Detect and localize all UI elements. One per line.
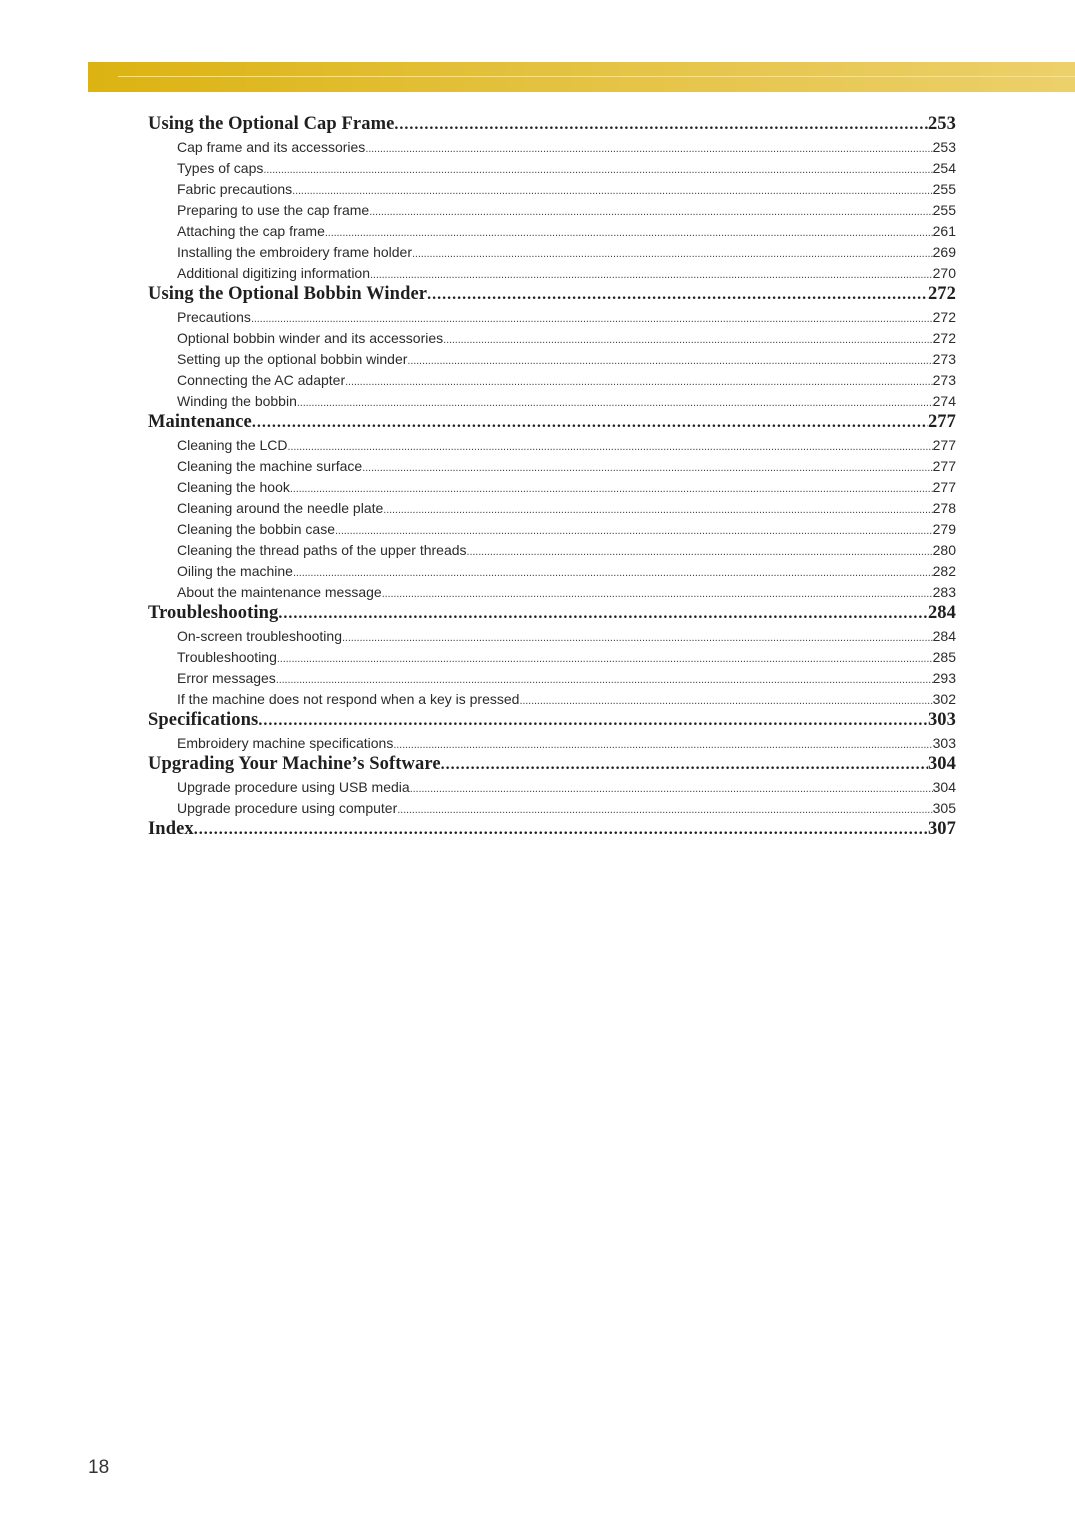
toc-item-title: Oiling the machine	[177, 563, 293, 579]
toc-item[interactable]	[148, 391, 956, 412]
toc-item-title: Optional bobbin winder and its accessories	[177, 330, 444, 346]
dot-leader	[297, 393, 933, 412]
dot-leader	[369, 202, 932, 221]
toc-item[interactable]	[148, 370, 956, 391]
dot-leader	[194, 821, 928, 839]
toc-item[interactable]	[148, 798, 956, 819]
toc-section-title: Specifications	[148, 710, 259, 730]
toc-section	[148, 754, 956, 819]
dot-leader	[443, 330, 932, 349]
toc-item-page: 302	[932, 691, 956, 707]
toc-item[interactable]	[148, 200, 956, 221]
dot-leader	[407, 351, 932, 370]
toc-item[interactable]	[148, 582, 956, 603]
toc-item-title: Cap frame and its accessories	[177, 139, 366, 155]
toc-item-title: Winding the bobbin	[177, 393, 297, 409]
dot-leader	[519, 691, 932, 710]
toc-section	[148, 710, 956, 754]
toc-item-title: On-screen troubleshooting	[177, 628, 342, 644]
toc-item-page: 272	[932, 309, 956, 325]
toc-section	[148, 603, 956, 710]
toc-item-title: Setting up the optional bobbin winder	[177, 351, 408, 367]
header-rule	[118, 76, 1075, 77]
toc-item-page: 280	[932, 542, 956, 558]
toc-item-title: Cleaning the thread paths of the upper threads	[177, 542, 467, 558]
dot-leader	[277, 649, 933, 668]
toc-section-title: Using the Optional Cap Frame	[148, 114, 395, 134]
dot-leader	[342, 628, 933, 647]
toc-section-entry[interactable]	[148, 114, 956, 137]
dot-leader	[394, 116, 928, 134]
dot-leader	[325, 223, 933, 242]
toc-item-title: Cleaning around the needle plate	[177, 500, 384, 516]
toc-section	[148, 114, 956, 284]
toc-section-title: Troubleshooting	[148, 603, 279, 623]
toc-item-page: 255	[932, 181, 956, 197]
dot-leader	[427, 286, 928, 304]
toc-item-page: 305	[932, 800, 956, 816]
toc-item-page: 261	[932, 223, 956, 239]
dot-leader	[393, 735, 932, 754]
toc-item[interactable]	[148, 733, 956, 754]
toc-item-title: Troubleshooting	[177, 649, 277, 665]
dot-leader	[467, 542, 933, 561]
toc-section-entry[interactable]	[148, 710, 956, 733]
toc-item[interactable]	[148, 307, 956, 328]
toc-item[interactable]	[148, 349, 956, 370]
toc-item-title: Cleaning the bobbin case	[177, 521, 336, 537]
toc-section-entry[interactable]	[148, 603, 956, 626]
toc-item[interactable]	[148, 519, 956, 540]
toc-section-title: Index	[148, 819, 194, 839]
dot-leader	[345, 372, 933, 391]
toc-item-page: 304	[932, 779, 956, 795]
toc-section-entry[interactable]	[148, 284, 956, 307]
toc-item-title: Upgrade procedure using computer	[177, 800, 398, 816]
toc-item-page: 277	[932, 437, 956, 453]
toc-section-page: 272	[927, 284, 956, 304]
toc-section-page: 277	[927, 412, 956, 432]
toc-item-page: 270	[932, 265, 956, 281]
toc-section	[148, 284, 956, 412]
toc-item-title: If the machine does not respond when a key is pressed	[177, 691, 520, 707]
toc-section-entry[interactable]	[148, 819, 956, 842]
toc-item[interactable]	[148, 668, 956, 689]
toc-item-title: Types of caps	[177, 160, 264, 176]
dot-leader	[263, 160, 932, 179]
dot-leader	[362, 458, 932, 477]
toc-item-page: 303	[932, 735, 956, 751]
toc-item[interactable]	[148, 647, 956, 668]
toc-item[interactable]	[148, 221, 956, 242]
toc-item-page: 277	[932, 479, 956, 495]
toc-item[interactable]	[148, 777, 956, 798]
toc-item-title: Embroidery machine specifications	[177, 735, 394, 751]
toc-item[interactable]	[148, 158, 956, 179]
dot-leader	[292, 181, 932, 200]
toc-item-title: Precautions	[177, 309, 251, 325]
dot-leader	[293, 563, 933, 582]
toc-section-page: 304	[927, 754, 956, 774]
toc-item-title: Cleaning the machine surface	[177, 458, 363, 474]
toc-item-page: 282	[932, 563, 956, 579]
toc-item[interactable]	[148, 435, 956, 456]
toc-section-entry[interactable]	[148, 754, 956, 777]
toc-item-title: Upgrade procedure using USB media	[177, 779, 410, 795]
toc-item-title: Cleaning the hook	[177, 479, 290, 495]
toc-item-page: 255	[932, 202, 956, 218]
toc-item[interactable]	[148, 689, 956, 710]
toc-item-page: 253	[932, 139, 956, 155]
table-of-contents	[148, 114, 956, 842]
toc-item-page: 269	[932, 244, 956, 260]
toc-section	[148, 412, 956, 603]
toc-item-title: Preparing to use the cap frame	[177, 202, 370, 218]
dot-leader	[383, 500, 932, 519]
toc-item-page: 277	[932, 458, 956, 474]
page-number: 18	[88, 1457, 110, 1478]
toc-item[interactable]	[148, 561, 956, 582]
toc-item-page: 285	[932, 649, 956, 665]
dot-leader	[288, 437, 933, 456]
toc-item-title: Additional digitizing information	[177, 265, 370, 281]
dot-leader	[252, 414, 928, 432]
toc-section-page: 307	[927, 819, 956, 839]
toc-item-title: Error messages	[177, 670, 276, 686]
dot-leader	[276, 670, 933, 689]
toc-item[interactable]	[148, 263, 956, 284]
toc-item-title: Attaching the cap frame	[177, 223, 325, 239]
toc-section-entry[interactable]	[148, 412, 956, 435]
dot-leader	[335, 521, 933, 540]
toc-item[interactable]	[148, 137, 956, 158]
toc-section-title: Maintenance	[148, 412, 252, 432]
toc-item-title: Fabric precautions	[177, 181, 293, 197]
toc-section-page: 284	[927, 603, 956, 623]
toc-item-page: 283	[932, 584, 956, 600]
toc-item[interactable]	[148, 328, 956, 349]
dot-leader	[290, 479, 933, 498]
toc-item-page: 278	[932, 500, 956, 516]
toc-item[interactable]	[148, 540, 956, 561]
toc-item-title: Connecting the AC adapter	[177, 372, 346, 388]
toc-section-title: Using the Optional Bobbin Winder	[148, 284, 428, 304]
toc-item-title: About the maintenance message	[177, 584, 382, 600]
toc-item-page: 254	[932, 160, 956, 176]
toc-item-page: 273	[932, 372, 956, 388]
toc-section-page: 303	[927, 710, 956, 730]
toc-item-page: 273	[932, 351, 956, 367]
toc-item[interactable]	[148, 179, 956, 200]
toc-item-page: 284	[932, 628, 956, 644]
dot-leader	[251, 309, 933, 328]
dot-leader	[365, 139, 932, 158]
toc-section-page: 253	[927, 114, 956, 134]
dot-leader	[412, 244, 933, 263]
toc-item-page: 274	[932, 393, 956, 409]
toc-item-page: 272	[932, 330, 956, 346]
toc-item[interactable]	[148, 626, 956, 647]
toc-item[interactable]	[148, 477, 956, 498]
toc-item-page: 279	[932, 521, 956, 537]
toc-item[interactable]	[148, 498, 956, 519]
toc-item[interactable]	[148, 242, 956, 263]
toc-item-title: Installing the embroidery frame holder	[177, 244, 413, 260]
dot-leader	[441, 756, 928, 774]
dot-leader	[258, 712, 928, 730]
dot-leader	[397, 800, 932, 819]
dot-leader	[370, 265, 933, 284]
dot-leader	[278, 605, 928, 623]
dot-leader	[410, 779, 933, 798]
dot-leader	[382, 584, 933, 603]
header-color-band	[88, 62, 1075, 92]
toc-item-title: Cleaning the LCD	[177, 437, 288, 453]
toc-section-title: Upgrading Your Machine’s Software	[148, 754, 441, 774]
toc-item-page: 293	[932, 670, 956, 686]
toc-item[interactable]	[148, 456, 956, 477]
toc-section	[148, 819, 956, 842]
